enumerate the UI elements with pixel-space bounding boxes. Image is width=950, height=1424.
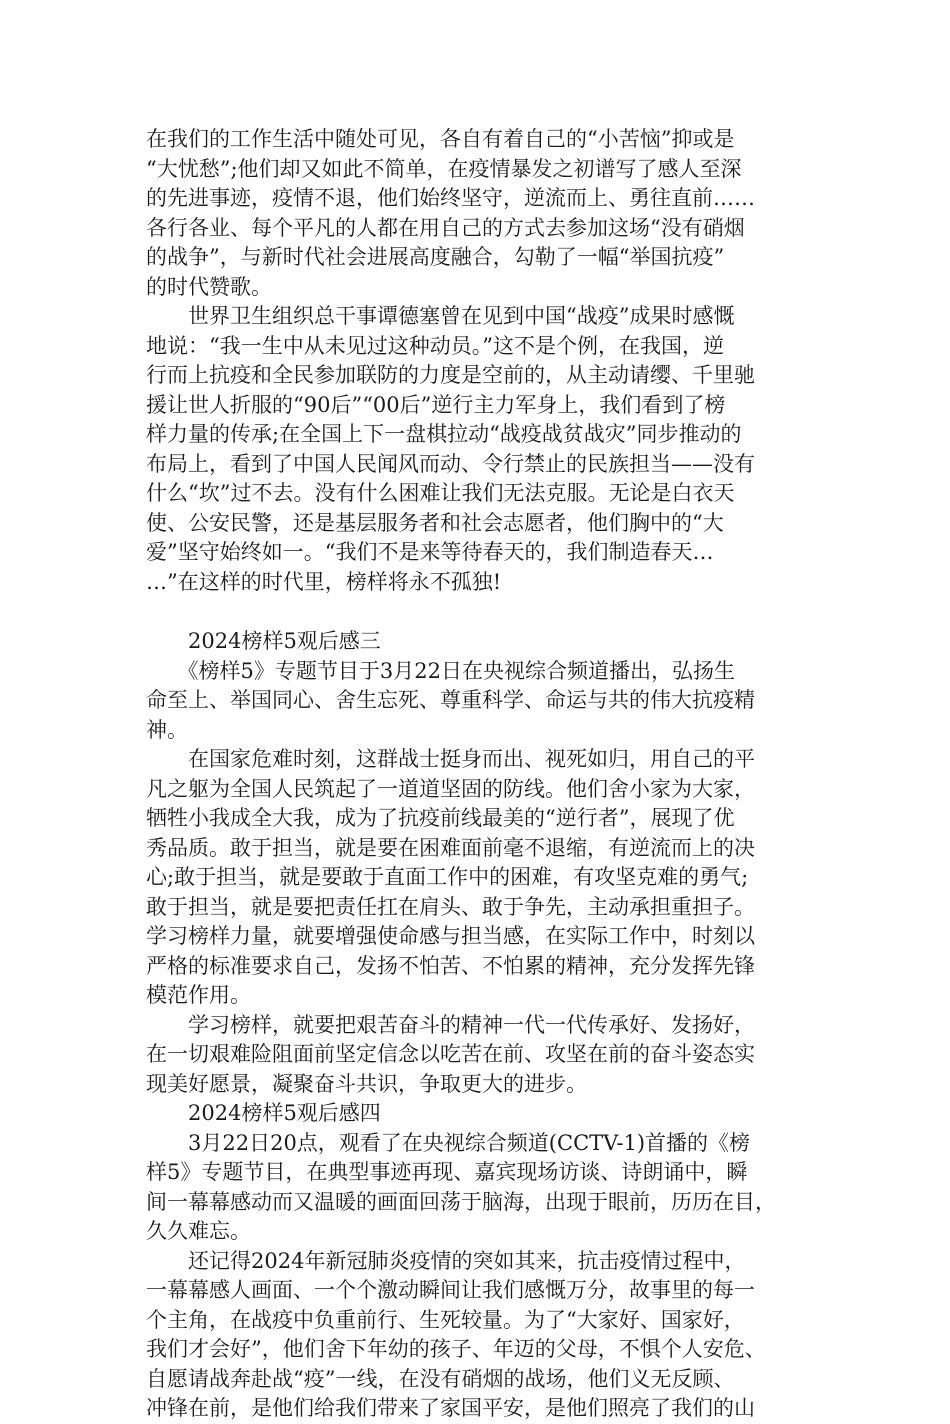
text-line: 使、公安民警，还是基层服务者和社会志愿者，他们胸中的“大 [146, 510, 724, 535]
text-line: 的先进事迹，疫情不退，他们始终坚守，逆流而上、勇往直前…… [146, 186, 755, 210]
text-line: 严格的标准要求自己，发扬不怕苦、不怕累的精神，充分发挥先锋 [146, 953, 755, 978]
text-line: 秀品质。敢于担当，就是要在困难面前毫不退缩，有逆流而上的决 [146, 835, 755, 860]
section-heading: 2024榜样5观后感三 [146, 629, 381, 653]
text-line: 心;敢于担当，就是要敢于直面工作中的困难，有攻坚克难的勇气; [146, 865, 749, 889]
text-line: 世界卫生组织总干事谭德塞曾在见到中国“战疫”成果时感慨 [146, 304, 735, 328]
text-line: 模范作用。 [146, 983, 251, 1007]
text-line: 神。 [146, 717, 188, 742]
text-line: 的时代赞歌。 [146, 274, 272, 299]
text-line: 在国家危难时刻，这群战士挺身而出、视死如归，用自己的平 [146, 747, 755, 771]
text-line: 各行各业、每个平凡的人都在用自己的方式去参加这场“没有硝烟 [146, 215, 745, 240]
text-line: 什么“坎”过不去。没有什么困难让我们无法克服。无论是白衣天 [146, 481, 735, 505]
text-line: 凡之躯为全国人民筑起了一道道坚固的防线。他们舍小家为大家， [146, 776, 755, 801]
text-line: 样力量的传承;在全国上下一盘棋拉动“战疫战贫战灾”同步推动的 [146, 422, 742, 446]
text-line: “大忧愁”;他们却又如此不简单，在疫情暴发之初谱写了感人至深 [146, 156, 742, 181]
text-line: 爱”坚守始终如一。“我们不是来等待春天的，我们制造春天… [146, 540, 714, 564]
text-line: 在我们的工作生活中随处可见，各自有着自己的“小苦恼”抑或是 [146, 127, 735, 151]
text-line: 一幕幕感人画面、一个个激动瞬间让我们感慨万分，故事里的每一 [146, 1278, 755, 1302]
text-line: 冲锋在前，是他们给我们带来了家国平安，是他们照亮了我们的山 [146, 1396, 755, 1420]
document-body [146, 125, 816, 1424]
text-line: 学习榜样力量，就要增强使命感与担当感，在实际工作中，时刻以 [146, 924, 755, 948]
text-line: 牺牲小我成全大我，成为了抗疫前线最美的“逆行者”，展现了优 [146, 806, 735, 830]
text-line: 现美好愿景，凝聚奋斗共识，争取更大的进步。 [146, 1071, 587, 1096]
text-line: 行而上抗疫和全民参加联防的力度是空前的，从主动请缨、千里驰 [146, 363, 755, 387]
text-line: 敢于担当，就是要把责任扛在肩头、敢于争先，主动承担重担子。 [146, 894, 755, 919]
text-line: 地说：“我一生中从未见过这种动员。”这不是个例，在我国，逆 [146, 333, 724, 358]
section-a [146, 125, 816, 597]
text-line: 久久难忘。 [146, 1219, 251, 1243]
text-line: 我们才会好”，他们舍下年幼的孩子、年迈的父母，不惧个人安危、 [146, 1337, 766, 1361]
text-line: 间一幕幕感动而又温暖的画面回荡于脑海，出现于眼前，历历在目， [146, 1189, 776, 1214]
paragraph-gap [146, 597, 816, 627]
text-line: 还记得2024年新冠肺炎疫情的突如其来，抗击疫情过程中， [146, 1248, 746, 1273]
text-line: 学习榜样，就要把艰苦奋斗的精神一代一代传承好、发扬好， [146, 1012, 755, 1037]
section-heading: 2024榜样5观后感四 [146, 1101, 381, 1125]
text-line: 《榜样5》专题节目于3月22日在央视综合频道播出，弘扬生 [146, 658, 735, 683]
text-line: 布局上，看到了中国人民闻风而动、令行禁止的民族担当——没有 [146, 451, 755, 476]
text-line: …”在这样的时代里，榜样将永不孤独! [146, 569, 502, 594]
text-line: 命至上、举国同心、舍生忘死、尊重科学、命运与共的伟大抗疫精 [146, 688, 755, 712]
text-line: 援让世人折服的“90后”“00后”逆行主力军身上，我们看到了榜 [146, 392, 726, 417]
text-line: 自愿请战奔赴战“疫”一线，在没有硝烟的战场，他们义无反顾、 [146, 1366, 735, 1391]
text-line: 样5》专题节目，在典型事迹再现、嘉宾现场访谈、诗朗诵中，瞬 [146, 1160, 748, 1184]
section-b [146, 627, 816, 1424]
text-line: 个主角，在战疫中负重前行、生死较量。为了“大家好、国家好， [146, 1307, 745, 1332]
text-line: 3月22日20点，观看了在央视综合频道(CCTV-1)首播的《榜 [146, 1130, 751, 1155]
text-line: 在一切艰难险阻面前坚定信念以吃苦在前、攻坚在前的奋斗姿态实 [146, 1042, 755, 1066]
text-line: 的战争”，与新时代社会进展高度融合，勾勒了一幅“举国抗疫” [146, 245, 725, 269]
